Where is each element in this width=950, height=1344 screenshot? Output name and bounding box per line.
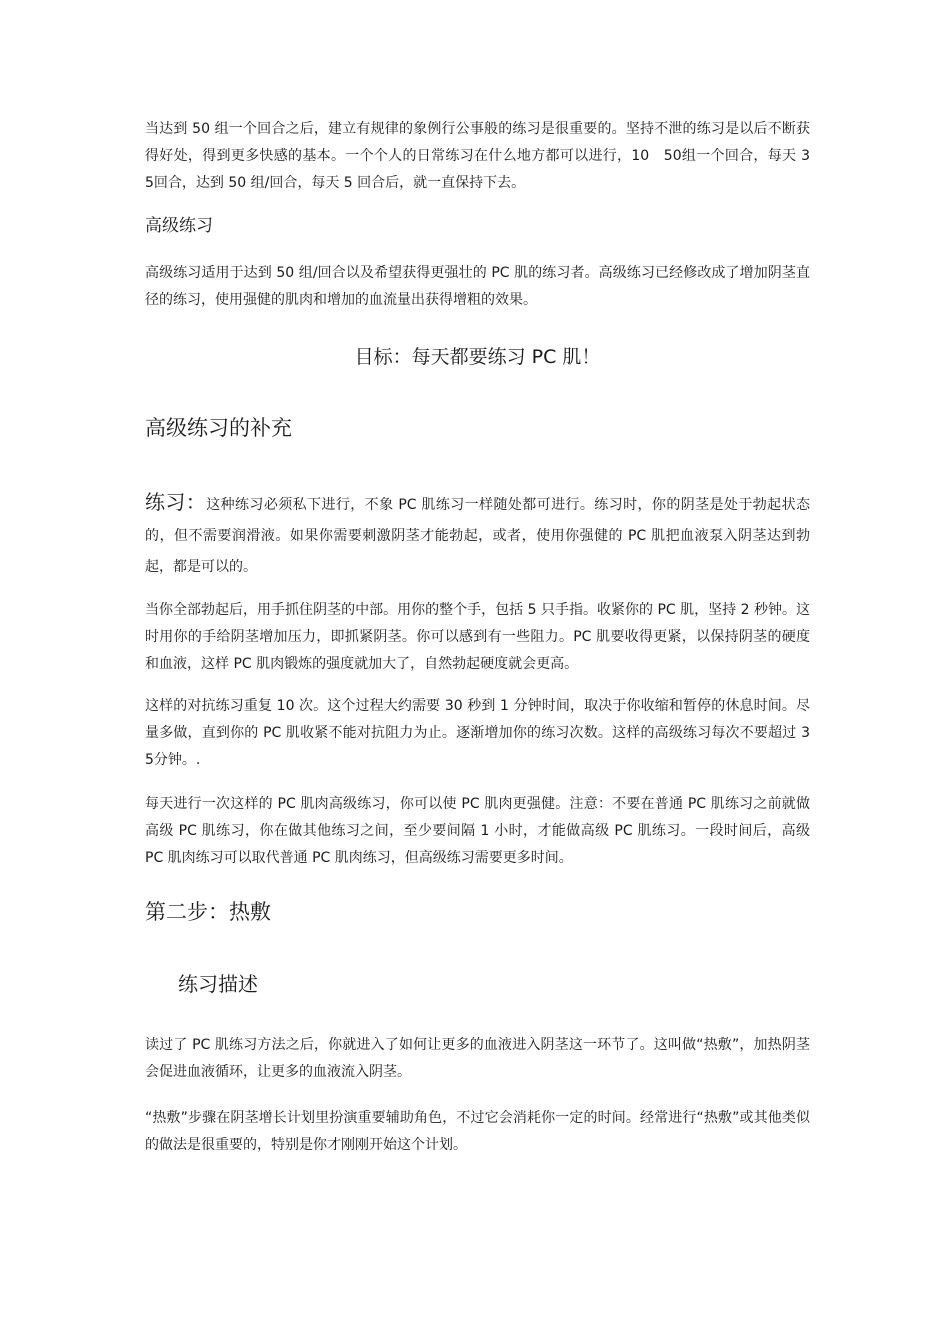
heading-step-two: 第二步：热敷 bbox=[145, 900, 271, 924]
paragraph-advanced-intro: 高级练习适用于达到 50 组/回合以及希望获得更强壮的 PC 肌的练习者。高级练习已经修改成了增加阴茎直径的练习，使用强健的肌肉和增加的血流量出获得增粗的效果。 bbox=[145, 265, 810, 308]
heading-exercise-description: 练习描述 bbox=[178, 972, 258, 996]
paragraph-grip: 当你全部勃起后，用手抓住阴茎的中部。用你的整个手，包括 5 只手指。收紧你的 PC 肌，坚持 2 秒钟。这时用你的手给阴茎增加压力，即抓紧阴茎。你可以感到有一些阻力。PC 肌要收得更紧，以保持阴茎的硬度和血液，这样 PC 肌肉锻炼的强度就加大了，自然勃起硬度就会更高。 bbox=[145, 602, 810, 672]
heading-advanced-practice: 高级练习 bbox=[145, 216, 213, 236]
goal-title: 目标：每天都要练习 PC 肌！ bbox=[354, 346, 601, 368]
paragraph-hot-compress-role: “热敷”步骤在阴茎增长计划里扮演重要辅助角色，不过它会消耗你一定的时间。经常进行“热敷”或其他类似的做法是很重要的，特别是你才刚刚开始这个计划。 bbox=[145, 1110, 810, 1153]
exercise-label: 练习： bbox=[145, 490, 207, 514]
paragraph-regular-practice: 当达到 50 组一个回合之后，建立有规律的象例行公事般的练习是很重要的。坚持不泄的练习是以后不断获得好处，得到更多快感的基本。一个个人的日常练习在什么地方都可以进行，10 50组一个回合，每天 3 5回合，达到 50 组/回合，每天 5 回合后，就一直保持下去。 bbox=[145, 121, 824, 191]
exercise-text: 这种练习必须私下进行，不象 PC 肌练习一样随处都可进行。练习时，你的阴茎是处于勃起状态的，但不需要润滑液。如果你需要刺激阴茎才能勃起，或者，使用你强健的 PC 肌把血液泵入阴茎达到勃起，都是可以的。 bbox=[145, 497, 810, 575]
paragraph-daily: 每天进行一次这样的 PC 肌肉高级练习，你可以使 PC 肌肉更强健。注意：不要在普通 PC 肌练习之前就做高级 PC 肌练习，你在做其他练习之间，至少要间隔 1 小时，才能做高级 PC 肌练习。一段时间后，高级 PC 肌肉练习可以取代普通 PC 肌肉练习，但高级练习需要更多时间。 bbox=[145, 796, 810, 866]
paragraph-repeat: 这样的对抗练习重复 10 次。这个过程大约需要 30 秒到 1 分钟时间，取决于你收缩和暂停的休息时间。尽量多做，直到你的 PC 肌收紧不能对抗阻力为止。逐渐增加你的练习次数。这样的高级练习每次不要超过 3 5分钟。. bbox=[145, 698, 824, 768]
heading-advanced-supplement: 高级练习的补充 bbox=[145, 416, 292, 440]
paragraph-exercise bbox=[145, 487, 810, 583]
paragraph-hot-compress-intro: 读过了 PC 肌练习方法之后，你就进入了如何让更多的血液进入阴茎这一环节了。这叫做“热敷”，加热阴茎会促进血液循环，让更多的血液流入阴茎。 bbox=[145, 1037, 810, 1080]
